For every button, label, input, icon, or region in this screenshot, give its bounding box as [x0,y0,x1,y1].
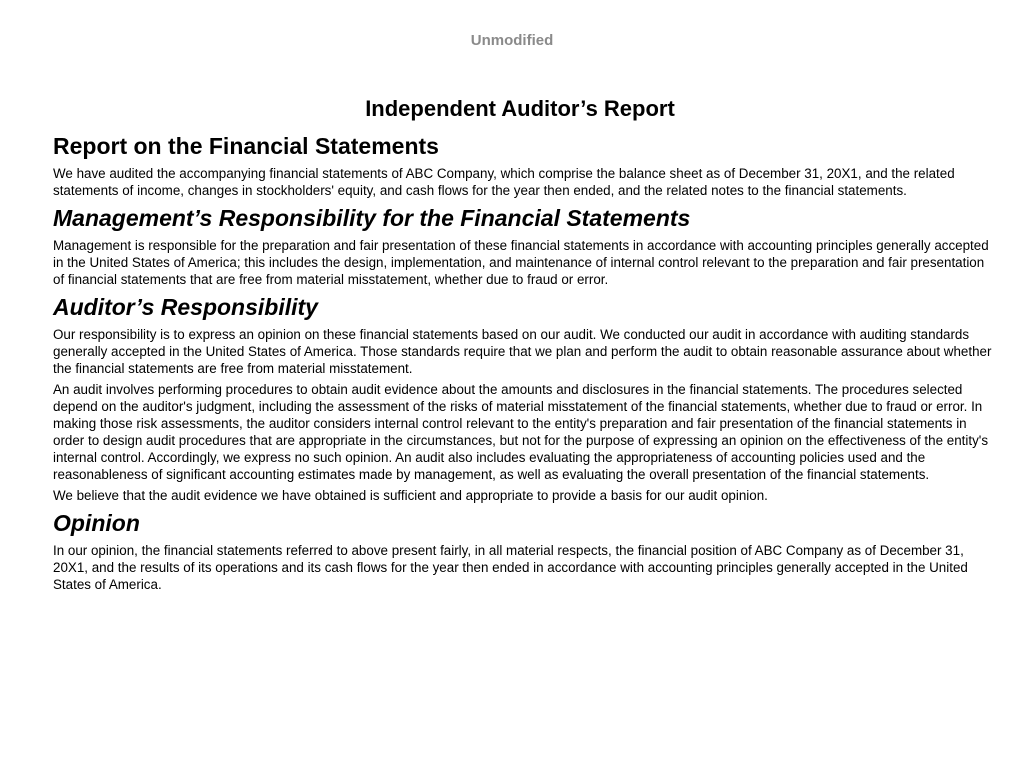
section-heading-opinion: Opinion [53,510,140,536]
paragraph-auditor-3: We believe that the audit evidence we have obtained is sufficient and appropriate to provide a basis for our audit opinion. [53,488,768,503]
section-heading-financial-statements: Report on the Financial Statements [53,133,439,159]
paragraph-auditor-1: Our responsibility is to express an opinion on these financial statements based on our audit. We conducted our audit in accordance with auditing standards generally accepted in the United States of America. Those standards require that we plan and perform the audit to obtain reasonable assurance about whether the financial statements are free from material misstatement. [53,327,992,376]
section-heading-auditor-responsibility: Auditor’s Responsibility [53,294,318,320]
page-title: Independent Auditor’s Report [365,96,675,121]
paragraph-opinion-1: In our opinion, the financial statements referred to above present fairly, in all material respects, the financial position of ABC Company as of December 31, 20X1, and the results of its operations and its cash flows for the year then ended in accordance with accounting principles generally accepted in the United States of America. [53,543,968,592]
paragraph-management-1: Management is responsible for the preparation and fair presentation of these financial statements in accordance with accounting principles generally accepted in the United States of America; this includes the design, implementation, and maintenance of internal control relevant to the preparation and fair presentation of financial statements that are free from material misstatement, whether due to fraud or error. [53,238,989,287]
paragraph-auditor-2: An audit involves performing procedures to obtain audit evidence about the amounts and disclosures in the financial statements. The procedures selected depend on the auditor's judgment, including the assessment of the risks of material misstatement of the financial statements, whether due to fraud or error. In making those risk assessments, the auditor considers internal control relevant to the entity's preparation and fair presentation of the financial statements in order to design audit procedures that are appropriate in the circumstances, but not for the purpose of expressing an opinion on the effectiveness of the entity's internal control. Accordingly, we express no such opinion. An audit also includes evaluating the appropriateness of accounting policies used and the reasonableness of significant accounting estimates made by management, as well as evaluating the overall presentation of the financial statements. [53,382,989,482]
section-heading-management-responsibility: Management’s Responsibility for the Financial Statements [53,205,691,231]
paragraph-financial-statements-1: We have audited the accompanying financial statements of ABC Company, which comprise the balance sheet as of December 31, 20X1, and the related statements of income, changes in stockholders' equity, and cash flows for the year then ended, and the related notes to the financial statements. [53,166,955,198]
status-label: Unmodified [470,32,554,49]
report-body [53,133,993,597]
